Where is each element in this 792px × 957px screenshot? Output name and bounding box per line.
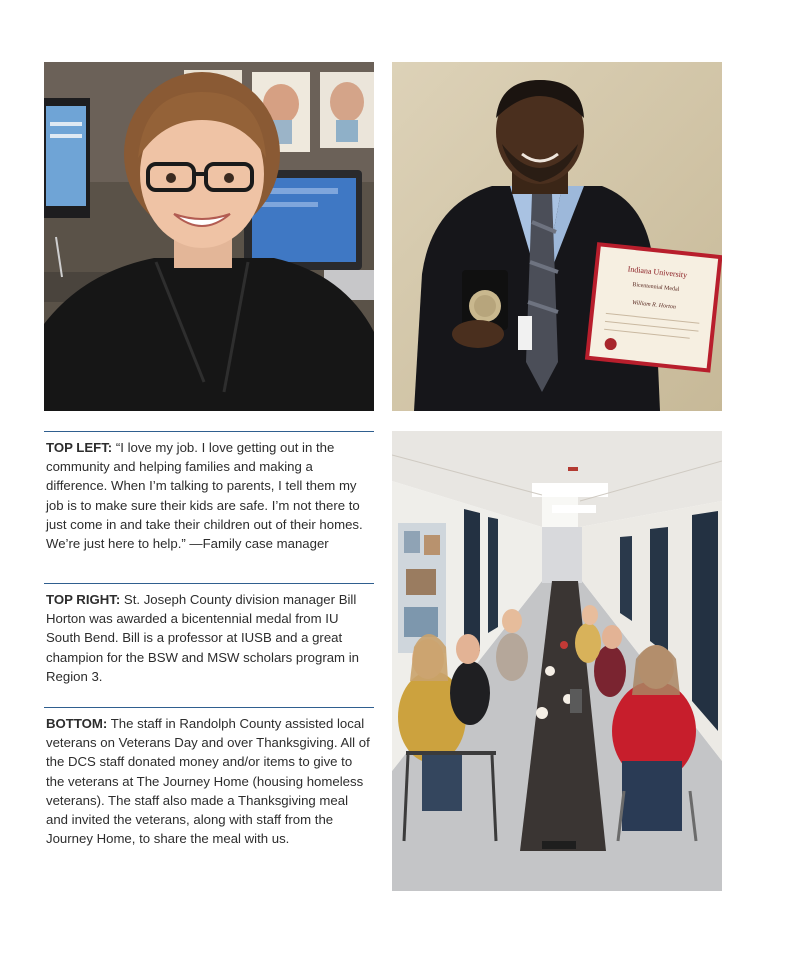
photo-top-left-case-manager <box>44 62 374 411</box>
caption-lead: BOTTOM: <box>46 716 108 731</box>
caption-text: St. Joseph County division manager Bill Horton was awarded a bicentennial medal from IU South Bend. Bill is a professor at IUSB and a great champion for the BSW and MSW scholars program in Region 3. <box>46 592 359 684</box>
photo-top-right-medal-award <box>392 62 722 411</box>
caption-text: The staff in Randolph County assisted local veterans on Veterans Day and over Thanksgiving. All of the DCS staff donated money and/or items to give to the veterans at The Journey Home (housing homeless veterans). The staff also made a Thanksgiving meal and invited the veterans, along with staff from the Journey Home, to share the meal with us. <box>46 716 370 847</box>
caption-lead: TOP LEFT: <box>46 440 113 455</box>
svg-text:Bicentennial Medal: Bicentennial Medal <box>632 282 680 293</box>
svg-text:Indiana University: Indiana University <box>627 264 688 280</box>
caption-bottom <box>44 707 374 854</box>
caption-top-left <box>44 431 374 583</box>
caption-lead: TOP RIGHT: <box>46 592 121 607</box>
captions-column <box>44 431 374 854</box>
photo-bottom-thanksgiving-meal <box>392 431 722 891</box>
caption-top-right <box>44 583 374 707</box>
caption-text: “I love my job. I love getting out in the community and helping families and making a difference. When I’m talking to parents, I tell them my job is to make sure their kids are safe. I’m not there to just come in and take their children out of their homes. We’re just here to help.” —Family case manager <box>46 440 363 552</box>
svg-text:William R. Horton: William R. Horton <box>631 300 677 311</box>
